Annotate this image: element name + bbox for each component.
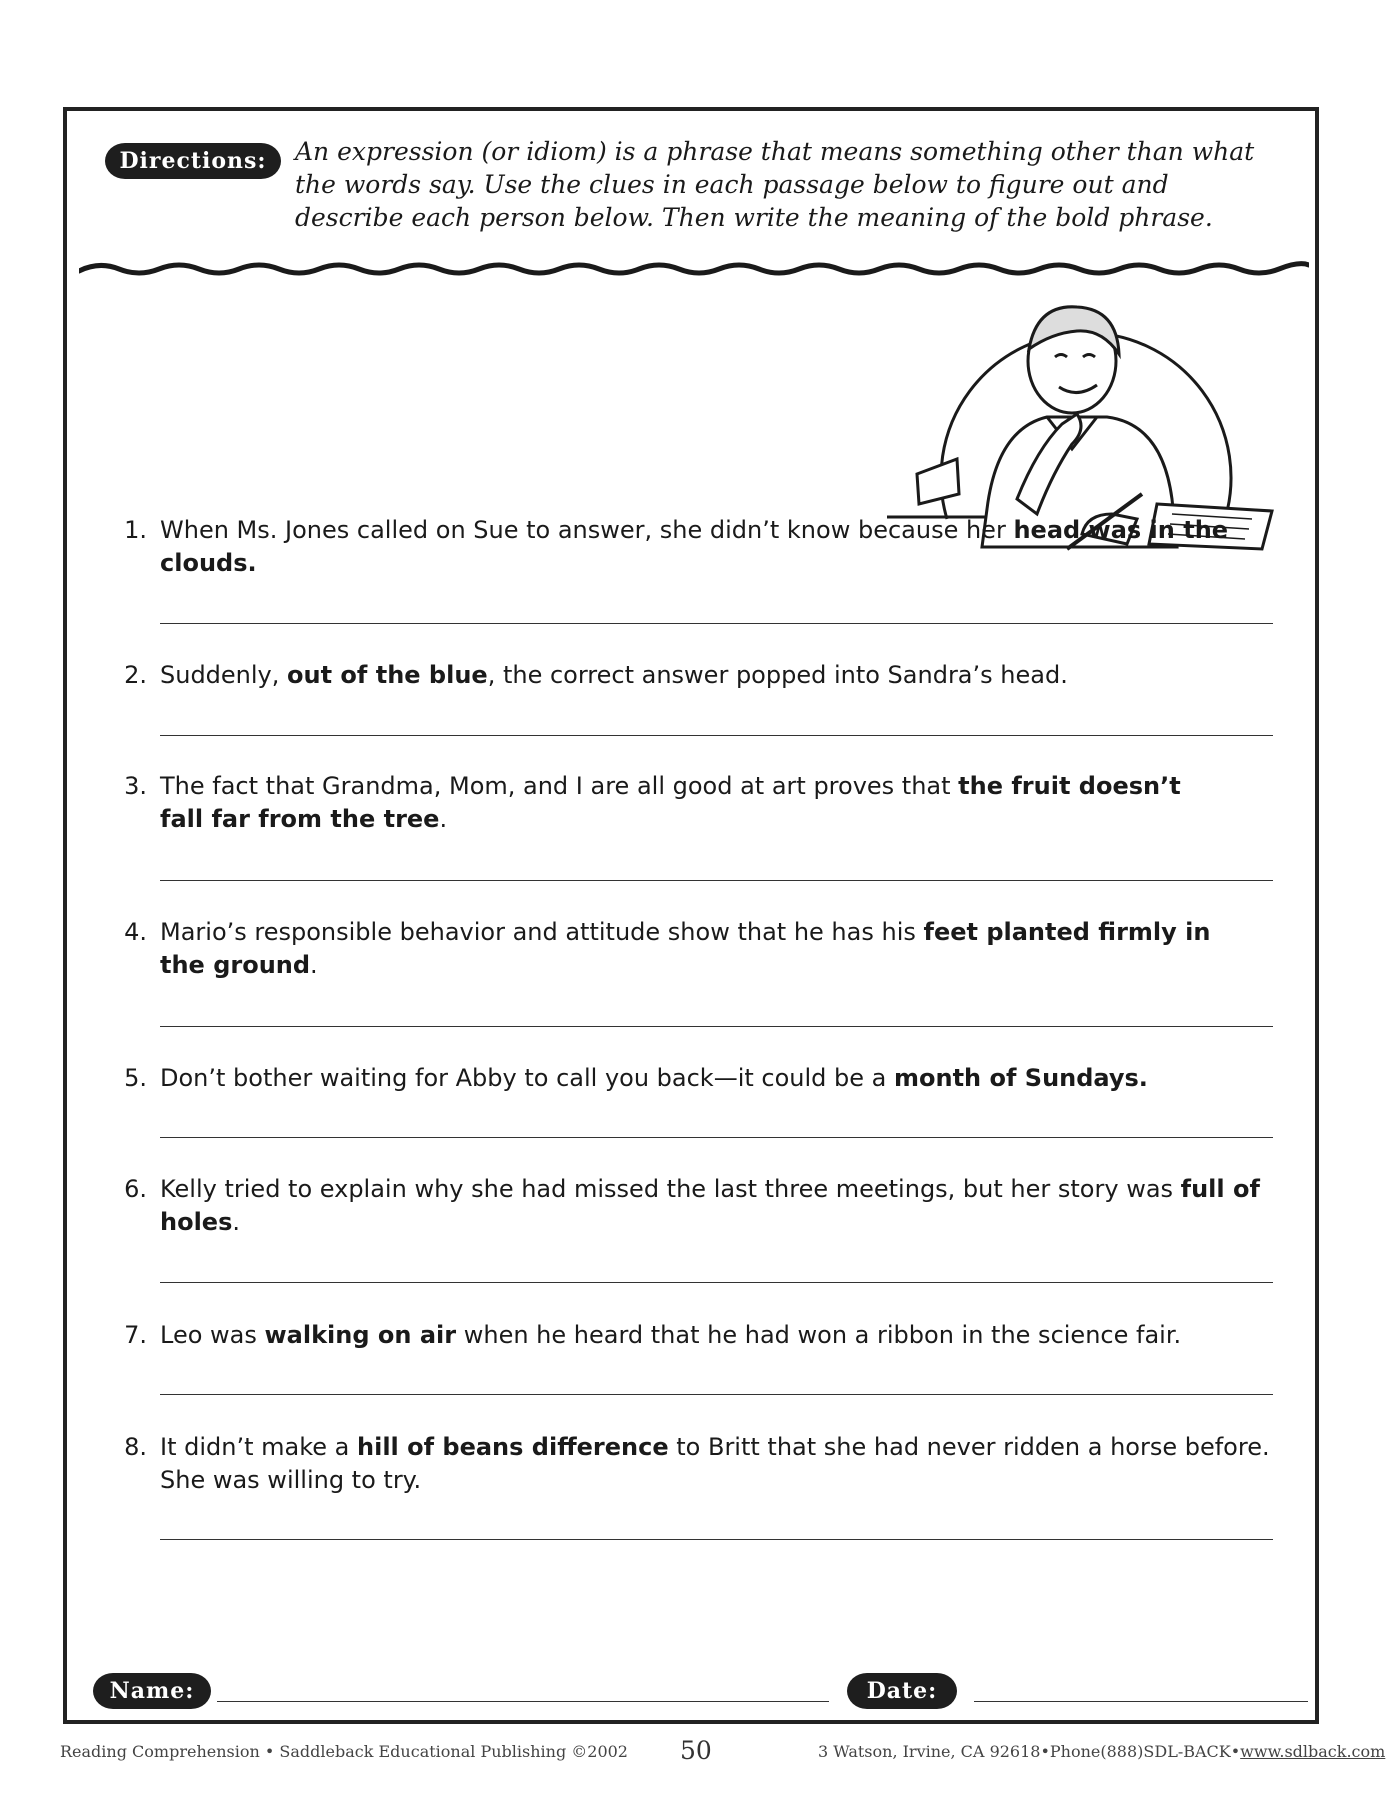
question-number: 6. [124, 1175, 147, 1203]
question-number: 4. [124, 918, 147, 946]
question-6 [117, 1173, 1277, 1239]
answer-line-8[interactable] [160, 1539, 1273, 1540]
bold-phrase: hill of beans difference [357, 1433, 669, 1461]
bold-phrase: head was in the clouds. [160, 516, 1229, 577]
date-line[interactable] [974, 1701, 1308, 1702]
bold-phrase: the fruit doesn’t fall far from the tree [160, 772, 1181, 833]
answer-line-7[interactable] [160, 1394, 1273, 1395]
question-text: Don’t bother waiting for Abby to call you back—it could be a month of Sundays. [160, 1064, 1148, 1092]
question-7 [117, 1319, 1277, 1352]
answer-line-3[interactable] [160, 880, 1273, 881]
question-4 [117, 916, 1277, 982]
footer-contact: 3 Watson, Irvine, CA 92618•Phone(888)SDL-BACK•www.sdlback.com [818, 1742, 1386, 1761]
answer-line-2[interactable] [160, 735, 1273, 736]
directions-text: An expression (or idiom) is a phrase that means something other than what the words say. Use the clues in each passage below to figure out and describe each person below. Then write the meaning of the bold phrase. [295, 137, 1255, 232]
question-number: 8. [124, 1433, 147, 1461]
directions-badge: Directions: [105, 143, 281, 179]
question-text: The fact that Grandma, Mom, and I are all good at art proves that the fruit doesn’t fall far from the tree. [160, 772, 1181, 833]
question-text: Kelly tried to explain why she had missed the last three meetings, but her story was full of holes. [160, 1175, 1260, 1236]
bold-phrase: out of the blue [287, 661, 488, 689]
question-text: Mario’s responsible behavior and attitude show that he has his feet planted firmly in the ground. [160, 918, 1211, 979]
answer-line-4[interactable] [160, 1026, 1273, 1027]
question-number: 7. [124, 1321, 147, 1349]
worksheet-frame [63, 107, 1319, 1724]
answer-line-1[interactable] [160, 623, 1273, 624]
page-number: 50 [680, 1736, 712, 1765]
question-2 [117, 659, 1277, 692]
name-line[interactable] [217, 1701, 829, 1702]
question-3 [117, 770, 1277, 836]
bold-phrase: month of Sundays. [894, 1064, 1148, 1092]
question-number: 1. [124, 516, 147, 544]
website-link[interactable]: www.sdlback.com [1240, 1742, 1386, 1761]
question-number: 3. [124, 772, 147, 800]
date-badge: Date: [847, 1673, 957, 1709]
bold-phrase: feet planted firmly in the ground [160, 918, 1211, 979]
footer-publisher: Reading Comprehension • Saddleback Educational Publishing ©2002 [60, 1742, 628, 1761]
question-text: It didn’t make a hill of beans difference to Britt that she had never ridden a horse before. She was willing to try. [160, 1433, 1270, 1494]
answer-line-6[interactable] [160, 1282, 1273, 1283]
bold-phrase: walking on air [264, 1321, 457, 1349]
wavy-divider [79, 251, 1309, 281]
name-badge: Name: [93, 1673, 211, 1709]
answer-line-5[interactable] [160, 1137, 1273, 1138]
bold-phrase: full of holes [160, 1175, 1260, 1236]
question-text: Leo was walking on air when he heard that he had won a ribbon in the science fair. [160, 1321, 1182, 1349]
question-5 [117, 1062, 1277, 1095]
question-text: Suddenly, out of the blue, the correct answer popped into Sandra’s head. [160, 661, 1068, 689]
question-number: 2. [124, 661, 147, 689]
question-1 [117, 514, 1277, 580]
question-number: 5. [124, 1064, 147, 1092]
question-8 [117, 1431, 1277, 1497]
question-text: When Ms. Jones called on Sue to answer, she didn’t know because her head was in the clouds. [160, 516, 1229, 577]
